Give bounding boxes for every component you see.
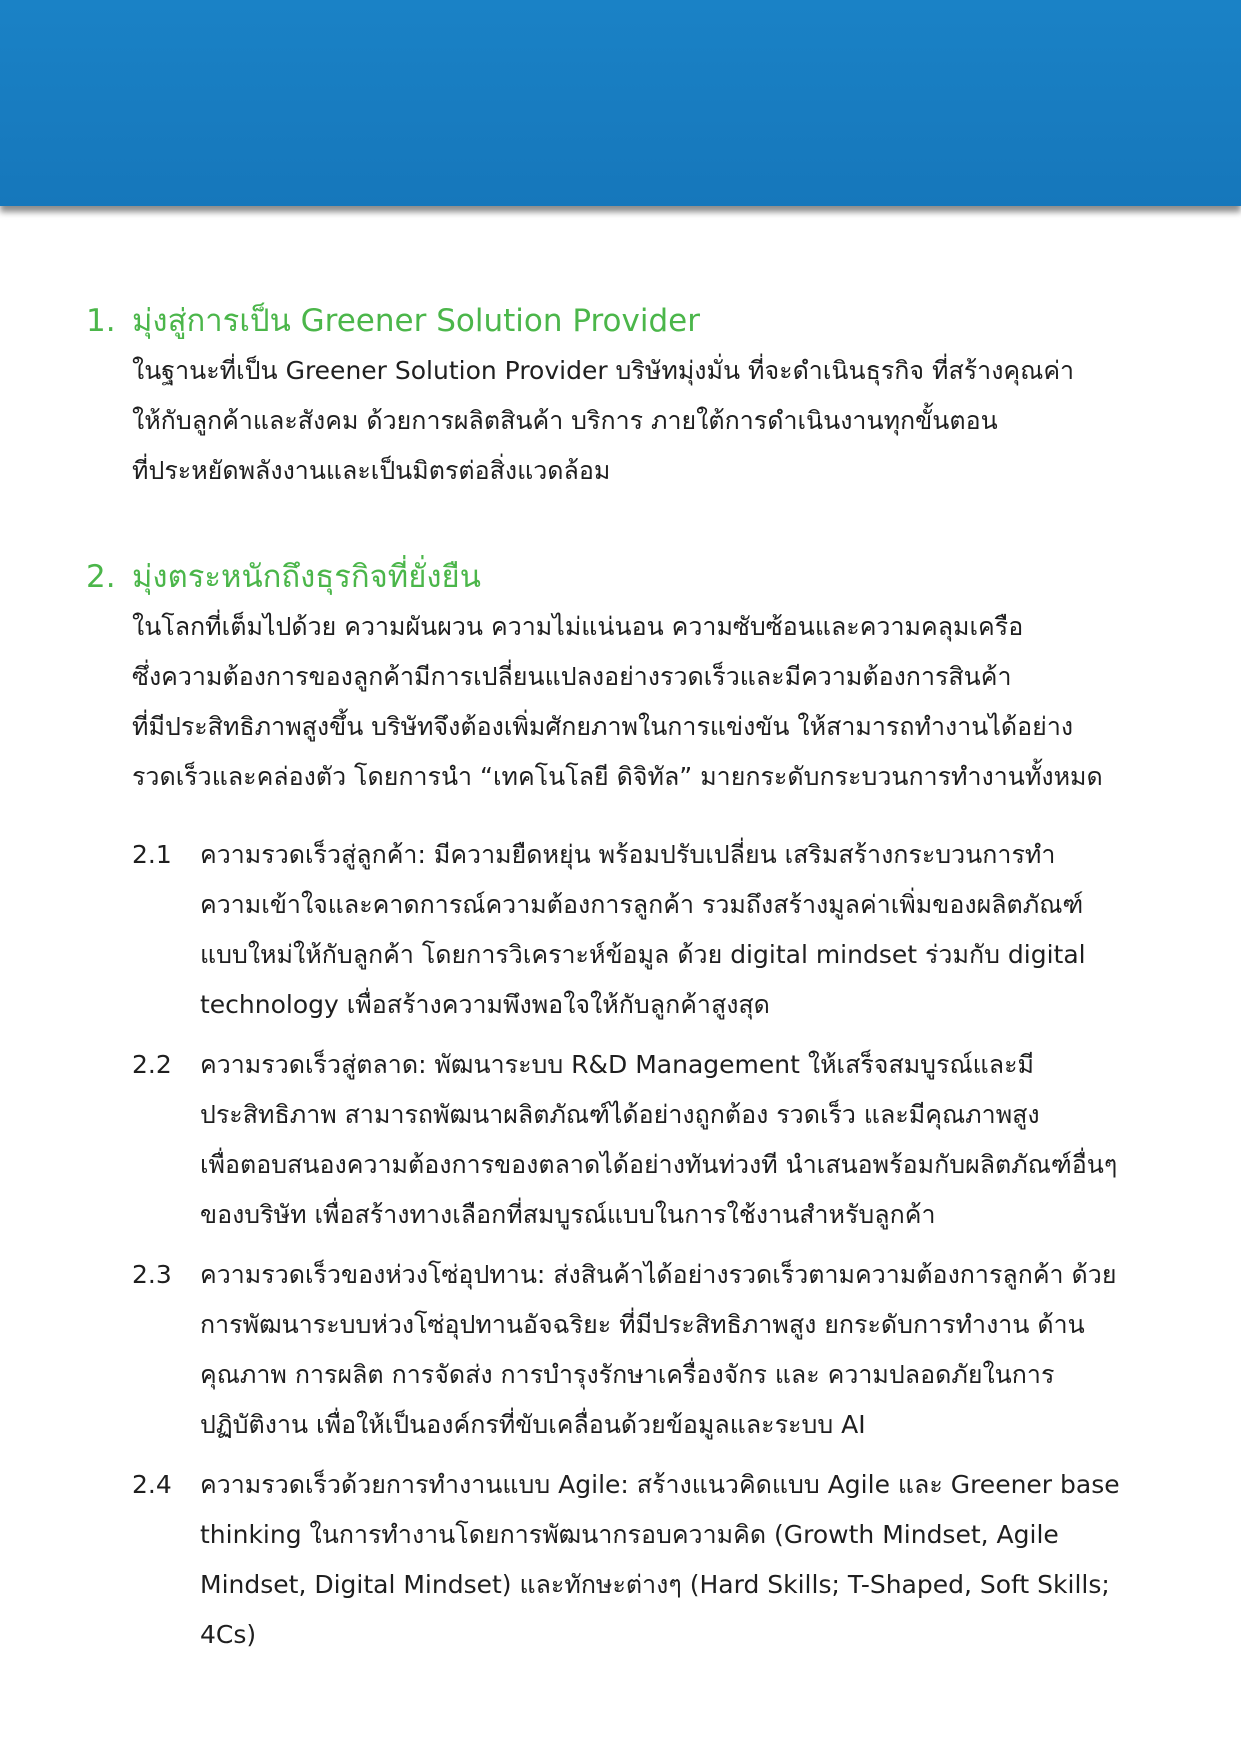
subsection-number: 2.1 xyxy=(132,840,172,869)
subsection-item xyxy=(132,1460,1206,1660)
section-1 xyxy=(86,300,1206,496)
section-body: ในฐานะที่เป็น Greener Solution Provider บริษัทมุ่งมั่น ที่จะดำเนินธุรกิจ ที่สร้างคุณค่า ให้กับลูกค้าและสังคม ด้วยการผลิตสินค้า บริการ ภายใต้การดำเนินงานทุกขั้นตอน ที่ประหยัดพลังงานและเป็นมิตรต่อสิ่งแวดล้อม xyxy=(132,356,1075,485)
subsection-item xyxy=(132,1040,1206,1240)
subsection-list xyxy=(132,830,1206,1660)
section-number: 2. xyxy=(86,559,116,595)
subsection-text: ความรวดเร็วของห่วงโซ่อุปทาน: ส่งสินค้าได้อย่างรวดเร็วตามความต้องการลูกค้า ด้วย การพัฒนาระบบห่วงโซ่อุปทานอัจฉริยะ ที่มีประสิทธิภาพสูง ยกระดับการทำงาน ด้าน คุณภาพ การผลิต การจัดส่ง การบำรุงรักษาเครื่องจักร และ ความปลอดภัยในการ ปฏิบัติงาน เพื่อให้เป็นองค์กรที่ขับเคลื่อนด้วยข้อมูลและระบบ AI xyxy=(200,1260,1117,1439)
section-heading xyxy=(86,300,1206,342)
section-body: ในโลกที่เต็มไปด้วย ความผันผวน ความไม่แน่นอน ความซับซ้อนและความคลุมเครือ ซึ่งความต้องการของลูกค้ามีการเปลี่ยนแปลงอย่างรวดเร็วและมีความต้องการสินค้า ที่มีประสิทธิภาพสูงขึ้น บริษัทจึงต้องเพิ่มศักยภาพในการแข่งขัน ให้สามารถทำงานได้อย่าง รวดเร็วและคล่องตัว โดยการนำ “เทคโนโลยี ดิจิทัล” มายกระดับกระบวนการทำงานทั้งหมด xyxy=(132,612,1103,791)
subsection-number: 2.4 xyxy=(132,1470,172,1499)
subsection-text: ความรวดเร็วด้วยการทำงานแบบ Agile: สร้างแนวคิดแบบ Agile และ Greener base thinking ในการทำงานโดยการพัฒนากรอบความคิด (Growth Mindset, Agile Mindset, Digital Mindset) และทักษะต่างๆ (Hard Skills; T-Shaped, Soft Skills; 4Cs) xyxy=(200,1470,1120,1649)
subsection-text: ความรวดเร็วสู่ลูกค้า: มีความยืดหยุ่น พร้อมปรับเปลี่ยน เสริมสร้างกระบวนการทำ ความเข้าใจและคาดการณ์ความต้องการลูกค้า รวมถึงสร้างมูลค่าเพิ่มของผลิตภัณฑ์ แบบใหม่ให้กับลูกค้า โดยการวิเคราะห์ข้อมูล ด้วย digital mindset ร่วมกับ digital technology เพื่อสร้างความพึงพอใจให้กับลูกค้าสูงสุด xyxy=(200,840,1086,1019)
subsection-item xyxy=(132,1250,1206,1450)
subsection-item xyxy=(132,830,1206,1030)
subsection-number: 2.2 xyxy=(132,1050,172,1079)
section-title: มุ่งตระหนักถึงธุรกิจที่ยั่งยืน xyxy=(132,559,481,595)
subsection-text: ความรวดเร็วสู่ตลาด: พัฒนาระบบ R&D Management ให้เสร็จสมบูรณ์และมี ประสิทธิภาพ สามารถพัฒนาผลิตภัณฑ์ได้อย่างถูกต้อง รวดเร็ว และมีคุณภาพสูง เพื่อตอบสนองความต้องการของตลาดได้อย่างทันท่วงที นำเสนอพร้อมกับผลิตภัณฑ์อื่นๆ ของบริษัท เพื่อสร้างทางเลือกที่สมบูรณ์แบบในการใช้งานสำหรับลูกค้า xyxy=(200,1050,1118,1229)
section-2 xyxy=(86,556,1206,1660)
section-heading xyxy=(86,556,1206,598)
section-number: 1. xyxy=(86,303,116,339)
section-title: มุ่งสู่การเป็น Greener Solution Provider xyxy=(132,303,700,339)
header-band xyxy=(0,0,1241,206)
document-content xyxy=(86,300,1206,1720)
subsection-number: 2.3 xyxy=(132,1260,172,1289)
